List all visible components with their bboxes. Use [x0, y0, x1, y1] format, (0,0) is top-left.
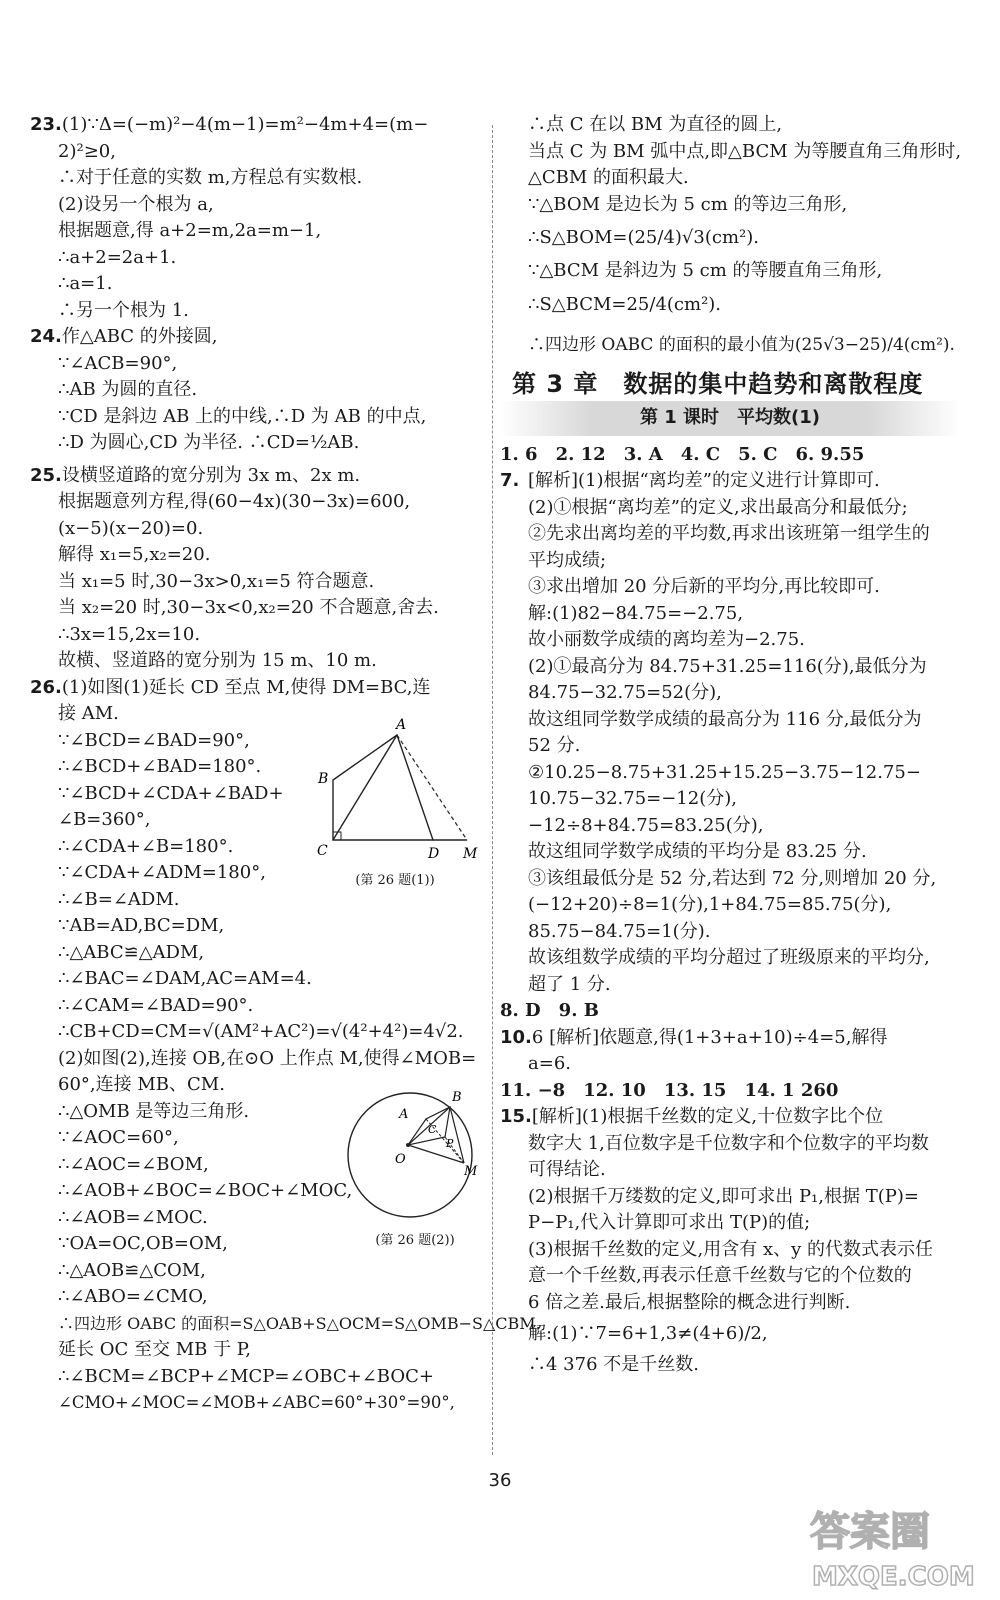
text-line: (2)①最高分为 84.75+31.25=116(分),最低分为 [528, 655, 927, 677]
text-line: 解得 x₁=5,x₂=20. [58, 544, 211, 565]
figure-26-2 [340, 1085, 490, 1250]
text-line: (3)根据千丝数的定义,用含有 x、y 的代数式表示任 [528, 1238, 933, 1260]
text-line: ∵∠AOC=60°, [58, 1127, 179, 1148]
text-line: ②10.25−8.75+31.25+15.25−3.75−12.75− [528, 761, 921, 783]
text-line: 平均成绩; [528, 549, 607, 571]
circle-diagram [340, 1085, 490, 1225]
text-line: 数字大 1,百位数字是千位数字和个位数字的平均数 [528, 1132, 929, 1154]
text-line: ∵∠BCD+∠CDA+∠BAD+ [58, 782, 284, 804]
text-line: 85.75−84.75=1(分). [528, 920, 711, 942]
text-line: 超了 1 分. [528, 973, 611, 995]
text-line: ②先求出离均差的平均数,再求出该班第一组学生的 [528, 523, 930, 544]
text-line: (−12+20)÷8=1(分),1+84.75=85.75(分), [528, 894, 892, 915]
text-line: ∴∠AOB=∠MOC. [58, 1206, 208, 1228]
text-line: ∠B=360°, [58, 809, 151, 830]
text-line: ∴四边形 OABC 的面积=S△OAB+S△OCM=S△OMB−S△CBM. [58, 1313, 541, 1333]
text-line: ∴a=1. [58, 273, 113, 294]
text-line: 当 x₂=20 时,30−3x<0,x₂=20 不合题意,舍去. [58, 597, 439, 618]
text-line: (2)设另一个根为 a, [58, 193, 214, 215]
figure-caption: (第 26 题(2)) [375, 1233, 455, 1248]
svg-text:O: O [395, 1152, 406, 1167]
watermark-logo [800, 1500, 990, 1595]
text-line: ∵∠ACB=90°, [58, 352, 178, 374]
svg-text:答案圈: 答案圈 [810, 1509, 930, 1555]
lesson-title: 第 1 课时 平均数(1) [500, 401, 960, 436]
text-line: −12÷8+84.75=83.25(分), [528, 814, 764, 836]
text-line: ∴对于任意的实数 m,方程总有实数根. [58, 167, 363, 188]
page-number: 36 [488, 1470, 512, 1491]
text-line: △CBM 的面积最大. [528, 167, 689, 188]
text-line: 7. [解析](1)根据“离均差”的定义进行计算即可. [500, 470, 880, 491]
text-line: 60°,连接 MB、CM. [58, 1074, 225, 1095]
figure-caption: (第 26 题(1)) [355, 873, 435, 888]
svg-text:M: M [463, 846, 478, 862]
text-line: ∴a+2=2a+1. [58, 246, 177, 268]
text-line: 解:(1)∵7=6+1,3≠(4+6)/2, [528, 1323, 768, 1344]
right-column [500, 112, 960, 1379]
text-line: 故该组数学成绩的平均分超过了班级原来的平均分, [528, 947, 930, 968]
answer-26-continued [500, 112, 960, 365]
text-line: ∴3x=15,2x=10. [58, 623, 201, 645]
text-line: 意一个千丝数,再表示任意千丝数与它的个位数的 [528, 1265, 912, 1286]
svg-text:B: B [318, 771, 329, 787]
text-line: 根据题意,得 a+2=m,2a=m−1, [58, 220, 322, 241]
text-line: 当点 C 为 BM 弧中点,即△BCM 为等腰直角三角形时, [528, 140, 962, 162]
text-line: 接 AM. [58, 703, 119, 724]
svg-text:A: A [399, 1107, 409, 1122]
text-line: 2)²≥0, [58, 140, 116, 162]
text-line: ∴S△BCM=25/4(cm²). [528, 293, 722, 315]
text-line: 解:(1)82−84.75=−2.75, [528, 602, 744, 624]
text-line: ∠CMO+∠MOC=∠MOB+∠ABC=60°+30°=90°, [58, 1393, 455, 1412]
text-line: ∵AB=AD,BC=DM, [58, 915, 225, 936]
text-line: ∵CD 是斜边 AB 上的中线,∴D 为 AB 的中点, [58, 405, 427, 427]
text-line: 6 倍之差.最后,根据整除的概念进行判断. [528, 1291, 851, 1313]
text-line: ③求出增加 20 分后新的平均分,再比较即可. [528, 576, 880, 597]
text-line: 10.75−32.75=−12(分), [528, 788, 737, 809]
text-line: (2)如图(2),连接 OB,在⊙O 上作点 M,使得∠MOB= [58, 1047, 477, 1069]
text-line: ∴∠ABO=∠CMO, [58, 1286, 208, 1307]
text-line: ∴点 C 在以 BM 为直径的圆上, [528, 114, 783, 135]
text-line: (2)①根据“离均差”的定义,求出最高分和最低分; [528, 496, 908, 518]
text-line: 故横、竖道路的宽分别为 15 m、10 m. [58, 650, 377, 671]
text-line: 8. D 9. B [500, 1000, 599, 1021]
answers-lesson-1 [500, 442, 960, 1379]
svg-text:D: D [428, 846, 440, 862]
text-line: 24.作△ABC 的外接圆, [30, 326, 218, 347]
text-line: ∵△BOM 是边长为 5 cm 的等边三角形, [528, 193, 848, 215]
text-line: ∴4 376 不是千丝数. [528, 1354, 699, 1375]
text-line: 故这组同学数学成绩的平均分是 83.25 分. [528, 841, 867, 862]
answer-24 [30, 324, 485, 457]
text-line: 10.6 [解析]依题意,得(1+3+a+10)÷4=5,解得 [500, 1026, 888, 1048]
answer-23 [30, 112, 485, 324]
text-line: ∴∠BCM=∠BCP+∠MCP=∠OBC+∠BOC+ [58, 1365, 434, 1387]
text-line: 故这组同学数学成绩的最高分为 116 分,最低分为 [528, 708, 922, 730]
text-line: 故小丽数学成绩的离均差为−2.75. [528, 629, 805, 650]
text-line: ∴∠B=∠ADM. [58, 888, 180, 910]
svg-text:P: P [446, 1137, 454, 1150]
text-line: ③该组最低分是 52 分,若达到 72 分,则增加 20 分, [528, 867, 937, 889]
text-line: 25.设横竖道路的宽分别为 3x m、2x m. [30, 464, 361, 486]
column-divider [492, 125, 493, 1455]
text-line: ∴S△BOM=(25/4)√3(cm²). [528, 227, 759, 248]
text-line: 26.(1)如图(1)延长 CD 至点 M,使得 DM=BC,连 [30, 676, 431, 698]
text-line: ∴△AOB≌△COM, [58, 1259, 206, 1281]
quadrilateral-diagram [305, 715, 485, 865]
text-line: ∴∠CAM=∠BAD=90°. [58, 994, 254, 1016]
text-line: ∴另一个根为 1. [58, 299, 189, 321]
text-line: 84.75−32.75=52(分), [528, 682, 722, 703]
text-line: 可得结论. [528, 1159, 606, 1180]
svg-text:A: A [396, 717, 407, 733]
svg-text:C: C [428, 1123, 437, 1136]
text-line: 根据题意列方程,得(60−4x)(30−3x)=600, [58, 491, 411, 512]
text-line: ∴∠BAC=∠DAM,AC=AM=4. [58, 968, 312, 989]
text-line: ∴CB+CD=CM=√(AM²+AC²)=√(4²+4²)=4√2. [58, 1021, 464, 1042]
text-line: ∴四边形 OABC 的面积的最小值为(25√3−25)/4(cm²). [528, 334, 955, 355]
text-line: ∴∠AOC=∠BOM, [58, 1153, 209, 1175]
text-line: 1. 6 2. 12 3. A 4. C 5. C 6. 9.55 [500, 443, 865, 465]
text-line: ∴△OMB 是等边三角形. [58, 1100, 250, 1122]
text-line: ∵∠BCD=∠BAD=90°, [58, 729, 250, 751]
text-line: ∵OA=OC,OB=OM, [58, 1233, 228, 1254]
text-line: (2)根据千万缕数的定义,即可求出 P₁,根据 T(P)= [528, 1185, 919, 1207]
text-line: 52 分. [528, 735, 581, 756]
text-line: 11. −8 12. 10 13. 15 14. 1 260 [500, 1079, 839, 1101]
chapter-title: 第 3 章 数据的集中趋势和离散程度 [512, 369, 924, 398]
text-line: 23.(1)∵Δ=(−m)²−4(m−1)=m²−4m+4=(m− [30, 114, 429, 135]
svg-text:MXQE.COM: MXQE.COM [812, 1562, 975, 1592]
svg-text:M: M [464, 1164, 478, 1179]
text-line: P−P₁,代入计算即可求出 T(P)的值; [528, 1212, 811, 1233]
text-line: a=6. [528, 1053, 571, 1074]
text-line: ∴D 为圆心,CD 为半径. ∴CD=½AB. [58, 432, 360, 453]
text-line: ∴∠CDA+∠B=180°. [58, 835, 234, 857]
text-line: ∵∠CDA+∠ADM=180°, [58, 862, 266, 883]
figure-26-1 [305, 715, 485, 890]
answer-25 [30, 463, 485, 675]
text-line: 15.[解析](1)根据千丝数的定义,十位数字比个位 [500, 1106, 884, 1127]
text-line: ∴∠BCD+∠BAD=180°. [58, 756, 262, 777]
text-line: ∴AB 为圆的直径. [58, 379, 198, 400]
text-line: (x−5)(x−20)=0. [58, 517, 204, 539]
text-line: ∵△BCM 是斜边为 5 cm 的等腰直角三角形, [528, 260, 883, 281]
text-line: 延长 OC 至交 MB 于 P, [58, 1339, 251, 1360]
text-line: ∴△ABC≌△ADM, [58, 941, 205, 963]
text-line: 当 x₁=5 时,30−3x>0,x₁=5 符合题意. [58, 570, 375, 592]
text-line: ∴∠AOB+∠BOC=∠BOC+∠MOC, [58, 1180, 353, 1201]
svg-text:C: C [317, 843, 328, 859]
svg-text:B: B [452, 1090, 462, 1105]
